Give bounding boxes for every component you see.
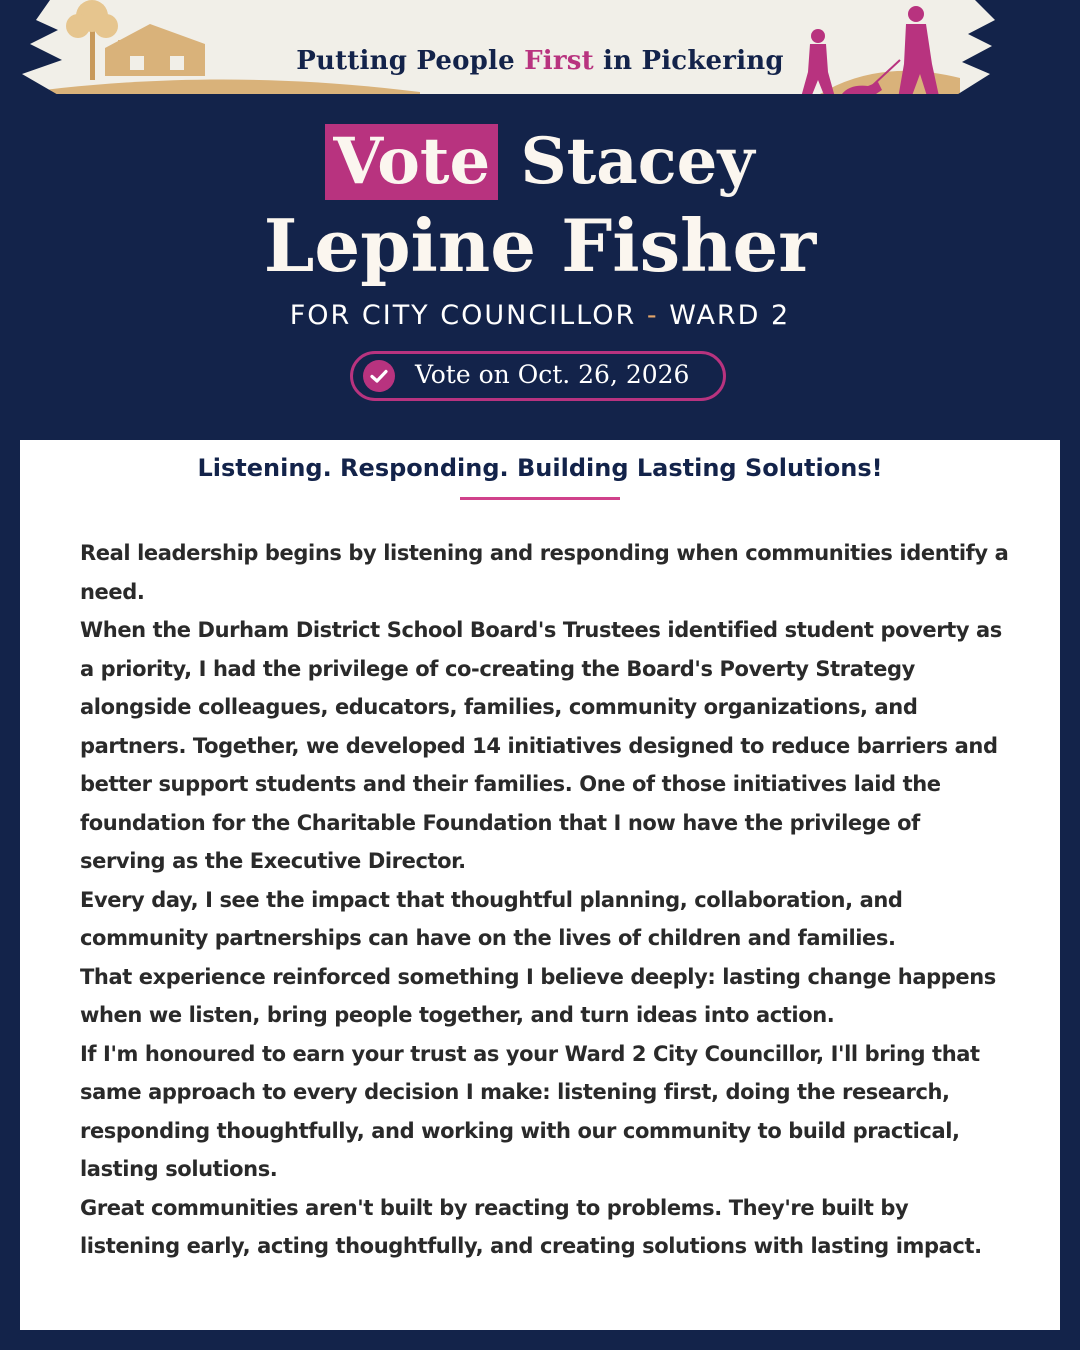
paragraph: Every day, I see the impact that thoughtful planning, collaboration, and community partnerships can have on the lives of children and families.: [80, 887, 903, 950]
paragraph: That experience reinforced something I believe deeply: lasting change happens when we listen, bring people together, and turn ideas into action.: [80, 964, 996, 1027]
header-banner: [0, 0, 1080, 130]
candidate-first-name: Stacey: [520, 124, 755, 199]
candidate-name: [0, 122, 1080, 288]
office-title: FOR CITY COUNCILLOR - WARD 2: [289, 300, 791, 331]
tagline-highlight: First: [524, 46, 594, 76]
paragraph: If I'm honoured to earn your trust as your Ward 2 City Councillor, I'll bring that same approach to every decision I make: listening first, doing the research, responding thoughtfully, and working with our community to build practical, lasting solutions.: [80, 1041, 980, 1181]
check-icon: [363, 360, 395, 392]
vote-word: Vote: [325, 124, 498, 200]
vote-date: Vote on Oct. 26, 2026: [415, 360, 690, 389]
message-card: [20, 440, 1060, 1330]
paragraph: Real leadership begins by listening and responding when communities identify a need.: [80, 541, 1009, 604]
candidate-last-name: Lepine Fisher: [263, 203, 817, 288]
tagline: Putting People First in Pickering: [296, 46, 784, 76]
heading-divider: [460, 497, 620, 500]
paragraph: Great communities aren't built by reacting to problems. They're built by listening early, acting thoughtfully, and creating solutions with lasting impact.: [80, 1195, 982, 1258]
card-heading: Listening. Responding. Building Lasting Solutions!: [197, 454, 883, 482]
vote-date-badge: [350, 351, 726, 401]
card-body: [80, 534, 1010, 1266]
paragraph: When the Durham District School Board's Trustees identified student poverty as a priority, I had the privilege of co-creating the Board's Poverty Strategy alongside colleagues, educators, families, community organizations, and partners. Together, we developed 14 initiatives designed to reduce barriers and better support students and their families. One of those initiatives laid the foundation for the Charitable Foundation that I now have the privilege of serving as the Executive Director.: [80, 618, 1002, 873]
